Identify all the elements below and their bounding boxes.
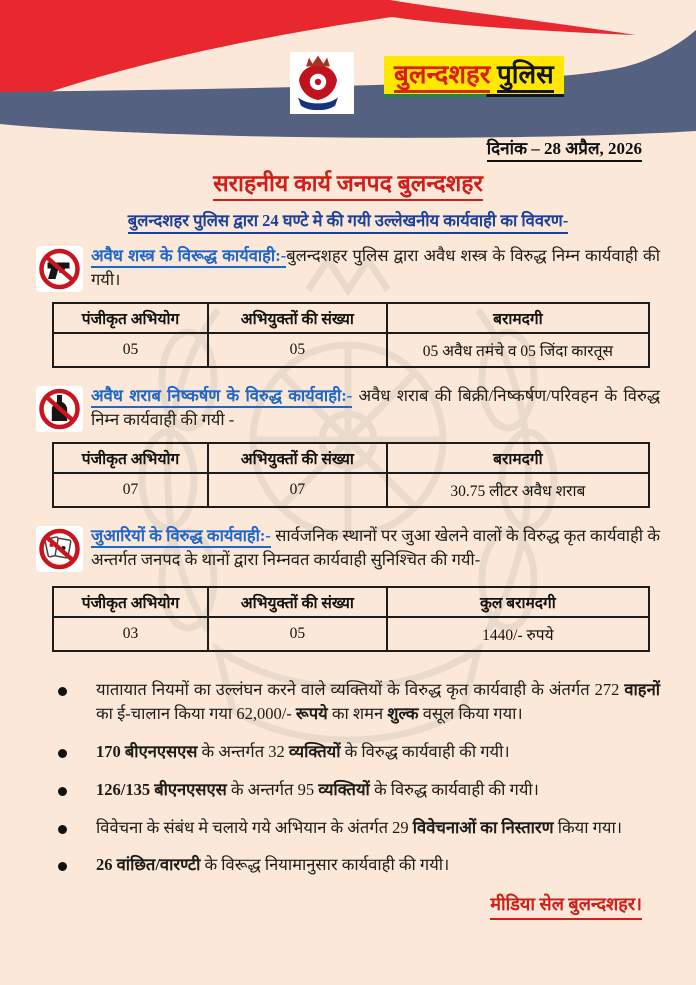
- table-header-cell: अभियुक्तों की संख्या: [208, 443, 387, 473]
- page-subtitle: बुलन्दशहर पुलिस द्वारा 24 घण्टे मे की गयी उल्लेखनीय कार्यवाही का विवरण-: [0, 208, 696, 234]
- table-data-cell: 03: [53, 617, 208, 651]
- table-header-cell: अभियुक्तों की संख्या: [208, 303, 387, 333]
- firearms-seizure-table: [52, 302, 650, 368]
- table-row: [53, 333, 649, 367]
- table-header-cell: पंजीकृत अभियोग: [53, 443, 208, 473]
- table-data-cell: 05: [53, 333, 208, 367]
- page-title: सराहनीय कार्य जनपद बुलन्दशहर: [0, 166, 696, 201]
- gambling-seizure-table: [52, 586, 650, 652]
- section-heading: जुआरियों के विरुद्ध कार्यवाही:-: [91, 526, 271, 548]
- table-header-cell: बरामदगी: [387, 303, 649, 333]
- page-header: [0, 0, 696, 128]
- list-item: यातायात नियमों का उल्लंघन करने वाले व्यक्तियों के विरुद्ध कृत कार्यवाही के अंतर्गत 272 वाहनों का ई-चालान किया गया 62,000/- रूपये का शमन शुल्क वसूल किया गया।: [36, 678, 660, 728]
- table-data-cell: 05: [208, 617, 387, 651]
- section-text: [36, 384, 660, 432]
- no-firearm-icon: [36, 246, 83, 292]
- list-item: विवेचना के संबंध मे चलाये गये अभियान के अंतर्गत 29 विवेचनाओं का निस्तारण किया गया।: [36, 816, 660, 841]
- no-gambling-icon: [36, 526, 83, 572]
- section-heading: अवैध शराब निष्कर्षण के विरुद्ध कार्यवाही:-: [91, 386, 352, 408]
- media-cell-signature-row: [36, 892, 642, 920]
- table-data-cell: 05: [208, 333, 387, 367]
- section-heading: अवैध शस्त्र के विरूद्ध कार्यवाही:-: [91, 246, 286, 268]
- list-item: 26 वांछित/वारण्टी के विरूद्ध नियामानुसार कार्यवाही की गयी।: [36, 853, 660, 878]
- page-content: [0, 244, 696, 920]
- table-data-cell: 05 अवैध तमंचे व 05 जिंदा कारतूस: [387, 333, 649, 367]
- up-police-crest-logo: [290, 52, 354, 114]
- section-text: [36, 524, 660, 572]
- table-header-cell: बरामदगी: [387, 443, 649, 473]
- table-data-cell: 07: [53, 473, 208, 507]
- brand-title-district: बुलन्दशहर: [394, 60, 490, 93]
- section-body: अवैध शराब की बिक्री/निष्कर्षण/परिवहन के विरुद्ध निम्न कार्यवाही की गयी -: [91, 385, 661, 429]
- list-item: 170 बीएनएसएस के अन्तर्गत 32 व्यक्तियों के विरुद्ध कार्यवाही की गयी।: [36, 740, 660, 765]
- section-illegal-firearms: [36, 244, 660, 368]
- table-row: [53, 473, 649, 507]
- table-header-cell: पंजीकृत अभियोग: [53, 303, 208, 333]
- table-data-cell: 07: [208, 473, 387, 507]
- table-row: [53, 617, 649, 651]
- liquor-seizure-table: [52, 442, 650, 508]
- list-item: 126/135 बीएनएसएस के अन्तर्गत 95 व्यक्तियों के विरुद्ध कार्यवाही की गयी।: [36, 778, 660, 803]
- section-body: बुलन्दशहर पुलिस द्वारा अवैध शस्त्र के विरुद्ध निम्न कार्यवाही की गयी।: [91, 246, 660, 289]
- no-alcohol-icon: [36, 386, 83, 432]
- brand-title: [384, 56, 564, 95]
- table-data-cell: 1440/- रुपये: [387, 617, 649, 651]
- section-body: सार्वजनिक स्थानों पर जुआ खेलने वालों के विरुद्ध कृत कार्यवाही के अन्तर्गत जनपद के थानों द्वारा निम्नवत कार्यवाही सुनिश्चित की गयी-: [91, 525, 660, 569]
- section-gambling: [36, 524, 660, 652]
- bullet-list: [36, 678, 660, 879]
- section-illegal-liquor: [36, 384, 660, 508]
- table-header-cell: कुल बरामदगी: [387, 587, 649, 617]
- brand-title-police: पुलिस: [497, 60, 554, 93]
- media-cell-signature: मीडिया सेल बुलन्दशहर।: [490, 892, 642, 920]
- table-data-cell: 30.75 लीटर अवैध शराब: [387, 473, 649, 507]
- police-crest-icon: [290, 52, 346, 110]
- table-header-cell: अभियुक्तों की संख्या: [208, 587, 387, 617]
- section-text: [36, 244, 660, 292]
- table-header-cell: पंजीकृत अभियोग: [53, 587, 208, 617]
- date-label: दिनांक – 28 अप्रैल, 2026: [487, 136, 642, 162]
